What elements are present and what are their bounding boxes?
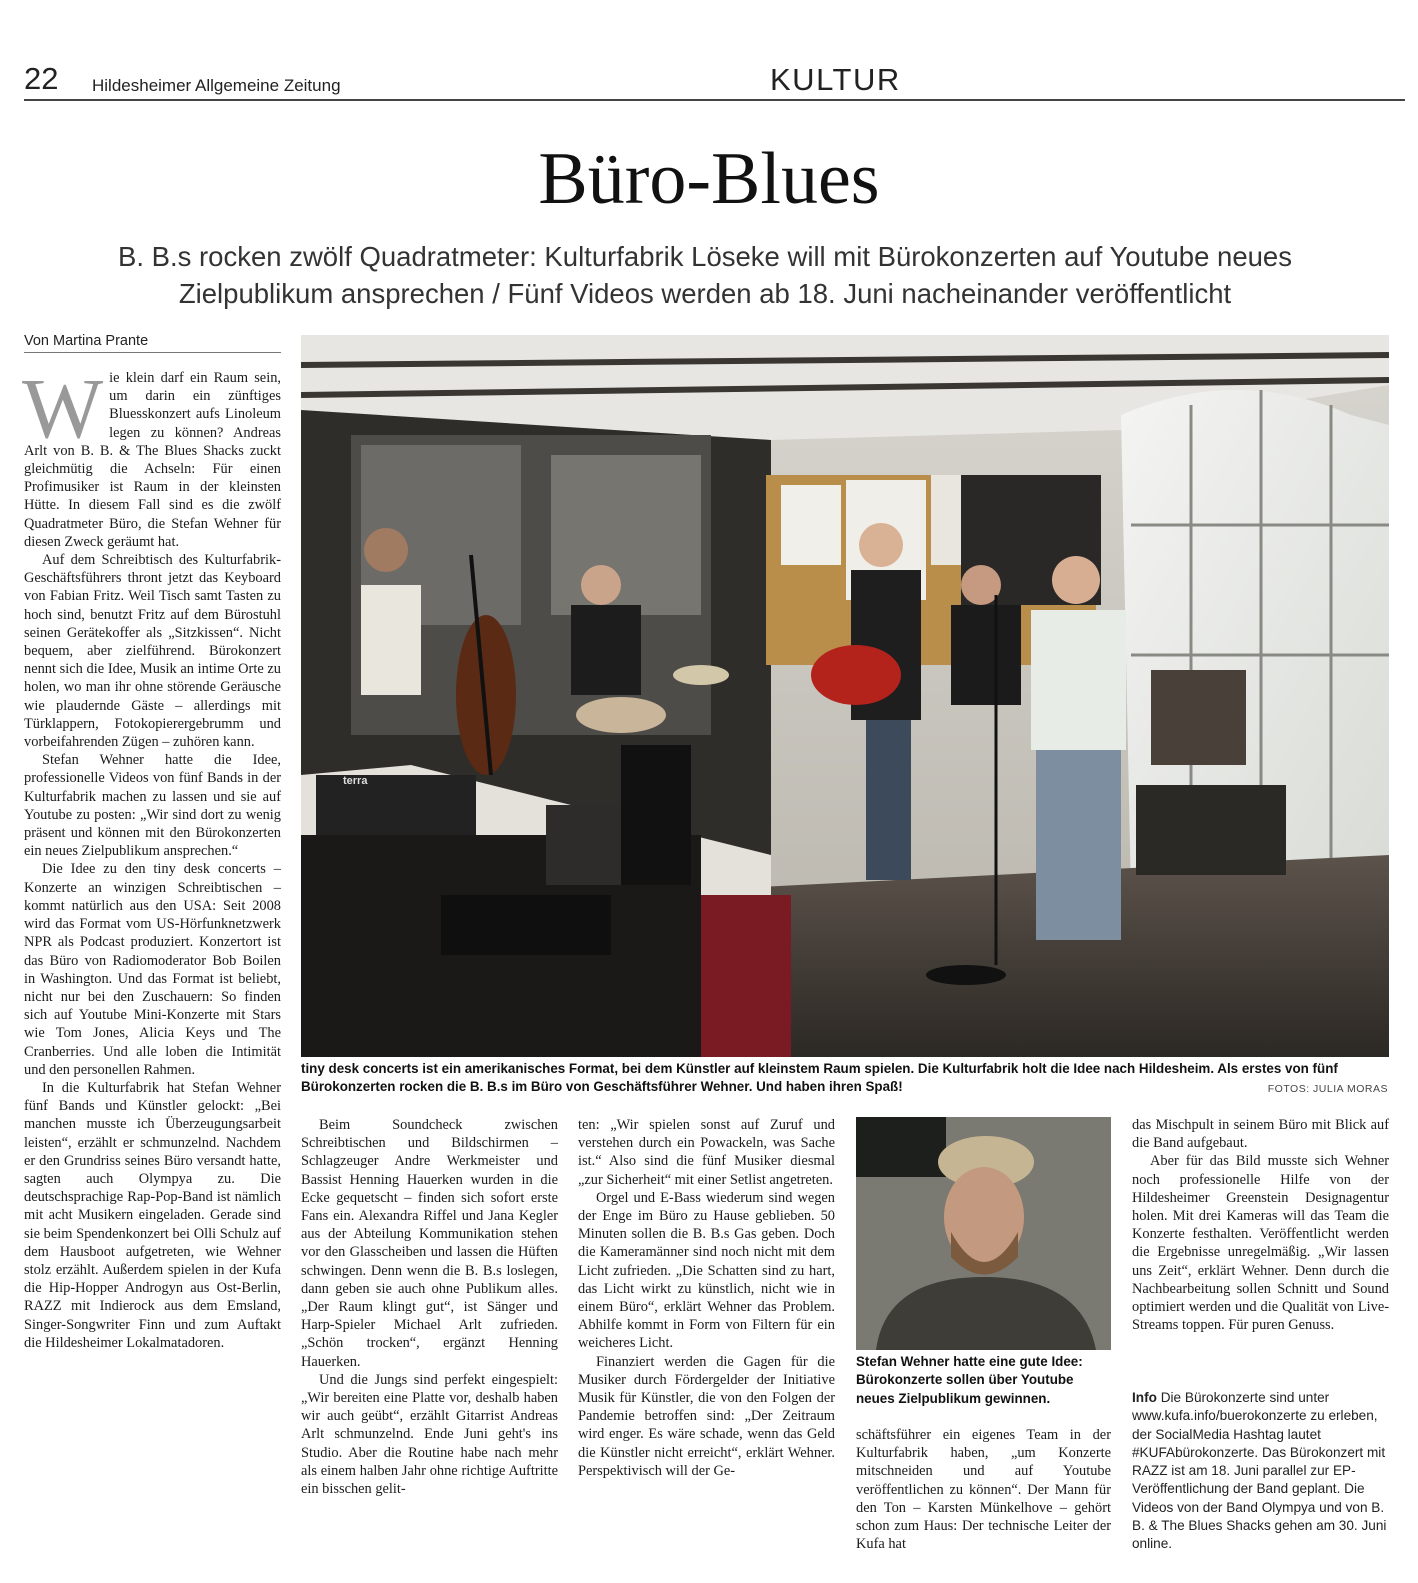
paragraph: Finanziert werden die Gagen für die Musiker durch Fördergelder der Initiative Musik für Künstler, die von den Folgen der Pandemie betroffen sind: „Der Zeitraum wird enger. Es wäre schade, wenn das Geld die Künstler nicht erreicht“, erklärt Wehner. Perspektivisch will der Ge- xyxy=(578,1353,835,1479)
article-subtitle-line-2: Zielpublikum ansprechen / Fünf Videos werden ab 18. Juni nacheinander veröffentlicht xyxy=(178,278,1232,309)
article-column-1 xyxy=(22,360,281,1352)
info-label: Info xyxy=(1132,1390,1157,1405)
paragraph: Orgel und E-Bass wiederum sind wegen der Enge im Büro zu Hause geblieben. 50 Minuten sollen die B. B.s Gas geben. Doch die Kameramänner sind noch nicht mit dem Licht zufrieden. „Die Schatten sind zu hart, das Licht wirkt zu künstlich, nicht wie in einem Büro“, erklärt Wehner das Problem. Abhilfe kommt in Form von Filtern für ein weicheres Licht. xyxy=(578,1189,835,1352)
info-text: Die Bürokonzerte sind unter www.kufa.info/buerokonzerte zu erleben, der SocialMedia Hashtag lautet #KUFAbürokonzerte. Das Bürokonzert mit RAZZ ist am 18. Juni parallel zur EP-Veröffentlichung der Band geplant. Die Videos von der Band Olympya und von B. B. & The Blues Shacks gehen am 30. Juni online. xyxy=(1132,1390,1387,1552)
byline: Von Martina Prante xyxy=(24,333,149,349)
article-subtitle-line-1: B. B.s rocken zwölf Quadratmeter: Kulturfabrik Löseke will mit Bürokonzerten auf Youtube neues xyxy=(118,241,1292,272)
paragraph: ten: „Wir spielen sonst auf Zuruf und verstehen durch ein Powackeln, was Sache ist.“ Also sind die fünf Musiker diesmal „zur Sicherheit“ mit einer Setlist angetreten. xyxy=(578,1117,835,1188)
amp-logo: terra xyxy=(343,775,368,787)
paragraph: Stefan Wehner hatte die Idee, professionelle Videos von fünf Bands in der Kulturfabrik machen zu lassen und sie auf Youtube zu posten: „Wir sind dort zu wenig präsent und können mit den Bürokonzerten ein neues Zielpublikum ansprechen.“ xyxy=(24,752,281,860)
paragraph: In die Kulturfabrik hat Stefan Wehner fünf Bands und Künstler gelockt: „Bei manchen musste ich Überzeugungsarbeit leisten“, erzählt er schmunzelnd. Nachdem er den Grundriss seines Büro versandt hatte, sagten auch Olympya zu. Die deutschsprachige Rap-Pop-Band ist nämlich mit acht Musikern eingeladen. Gerade sind sie beim Spendenkonzert bei Olli Schulz auf dem Hausboot aufgetreten, wie Wehner stolz erzählt. Außerdem spielen in der Kufa die Hip-Hopper Androgyn aus Ost-Berlin, RAZZ mit Indierock aus dem Emsland, Singer-Songwriter Finn und zum Auftakt die Hildesheimer Lokalmatadoren. xyxy=(24,1079,281,1351)
publication-name: Hildesheimer Allgemeine Zeitung xyxy=(92,76,341,95)
section-label: KULTUR xyxy=(770,62,901,97)
paragraph: Die Idee zu den tiny desk concerts – Konzerte an winzigen Schreibtischen – kommt natürlich aus den USA: Seit 2008 wird das Format vom US-Hörfunknetzwerk NPR als Podcast produziert. Konzertort ist das Büro von Radiomoderator Bob Boilen in Washington. Und das Format ist beliebt, nicht nur bei den Zuschauern: So finden sich auf Youtube Mini-Konzerte mit Stars wie Tom Jones, Alicia Keys und The Cranberries. Und alle loben die Intimität und den personellen Rahmen. xyxy=(24,861,281,1078)
paragraph: ie klein darf ein Raum sein, um darin ein zünftiges Bluesskonzert aufs Linoleum legen zu können? Andreas Arlt von B. B. & The Blues Shacks zuckt gleichmütig die Achseln: Für einen Profimusiker ist Raum in der kleinsten Hütte. In diesem Fall sind es die zwölf Quadratmeter Büro, die Stefan Wehner für diesen Zweck geräumt hat. xyxy=(24,370,281,550)
paragraph: Auf dem Schreibtisch des Kulturfabrik-Geschäftsführers thront jetzt das Keyboard von Fabian Fritz. Weil Tisch samt Tasten zu hoch sind, benutzt Fritz auf dem Bürostuhl seinen Gerätekoffer als „Sitzkissen“. Nicht bequem, aber zielführend. Bürokonzert nennt sich die Idee, Musik an intime Orte zu holen, wo man ihr ohne störende Geräusche wie plaudernde Gäste – allerdings mit Türklappern, Fotokopierergebrumm und vorbeifahrenden Zügen – zuhören kann. xyxy=(24,552,281,751)
paragraph: schäftsführer ein eigenes Team in der Kulturfabrik haben, „um Konzerte mitschneiden und auf Youtube veröffentlichen zu können“. Der Mann für den Ton – Karsten Münkelhove – gehört schon zum Haus: Der technische Leiter der Kufa hat xyxy=(856,1427,1111,1553)
info-box xyxy=(1132,1389,1389,1554)
main-photo xyxy=(301,335,1389,1057)
article-column-2 xyxy=(301,1116,558,1498)
article-column-3 xyxy=(578,1116,835,1480)
article-column-5 xyxy=(1132,1116,1389,1334)
paragraph: das Mischpult in seinem Büro mit Blick auf die Band aufgebaut. xyxy=(1132,1117,1389,1152)
portrait-photo xyxy=(856,1117,1111,1350)
paragraph: Beim Soundcheck zwischen Schreibtischen und Bildschirmen – Schlagzeuger Andre Werkmeister und Bassist Henning Hauerken wurden in die Ecke gequetscht – finden sich sofort erste Fans ein. Alexandra Riffel und Jana Kegler aus der Abteilung Kommunikation stehen vor den Glasscheiben und lassen die Hüften schwingen. Denn wenn die B. B.s loslegen, dann geben sie auch ohne Publikum alles. „Der Raum klingt gut“, ist Sänger und Harp-Spieler Michael Arlt zufrieden. „Schön trocken“, ergänzt Henning Hauerken. xyxy=(301,1117,558,1370)
paragraph: Und die Jungs sind perfekt eingespielt: „Wir bereiten eine Platte vor, deshalb haben wir auch geübt“, erzählt Gitarrist Andreas Arlt schmunzelnd. Ende Juni geht's ins Studio. Aber die Routine habe nach mehr als einem halben Jahr ohne richtige Auftritte ein bisschen gelit- xyxy=(301,1371,558,1498)
photo-credit: FOTOS: JULIA MORAS xyxy=(1267,1083,1388,1095)
header-rule xyxy=(24,99,1405,101)
page-number: 22 xyxy=(24,61,59,96)
article-title: Büro-Blues xyxy=(538,138,880,220)
main-photo-caption: tiny desk concerts ist ein amerikanisches Format, bei dem Künstler auf kleinstem Raum spielen. Die Kulturfabrik holt die Idee nach Hildesheim. Als erstes von fünf Bürokonzerten rocken die B. B.s im Büro von Geschäftsführer Wehner. Und haben ihren Spaß! xyxy=(301,1061,1338,1095)
byline-rule xyxy=(24,352,281,353)
portrait-caption: Stefan Wehner hatte eine gute Idee: Bürokonzerte sollen über Youtube neues Zielpublikum gewinnen. xyxy=(856,1354,1083,1406)
drop-cap: W xyxy=(22,360,104,456)
paragraph: Aber für das Bild musste sich Wehner noch professionelle Hilfe von der Hildesheimer Greenstein Designagentur holen. Mit drei Kameras will das Team die Konzerte festhalten. Veröffentlicht werden die Ergebnisse unregelmäßig. „Wir lassen uns Zeit“, erklärt Wehner. Denn durch die Nachbearbeitung sollen Schnitt und Sound optimiert werden und die Qualität von Live-Streams toppen. Für puren Genuss. xyxy=(1132,1153,1389,1334)
article-column-4 xyxy=(856,1426,1111,1553)
